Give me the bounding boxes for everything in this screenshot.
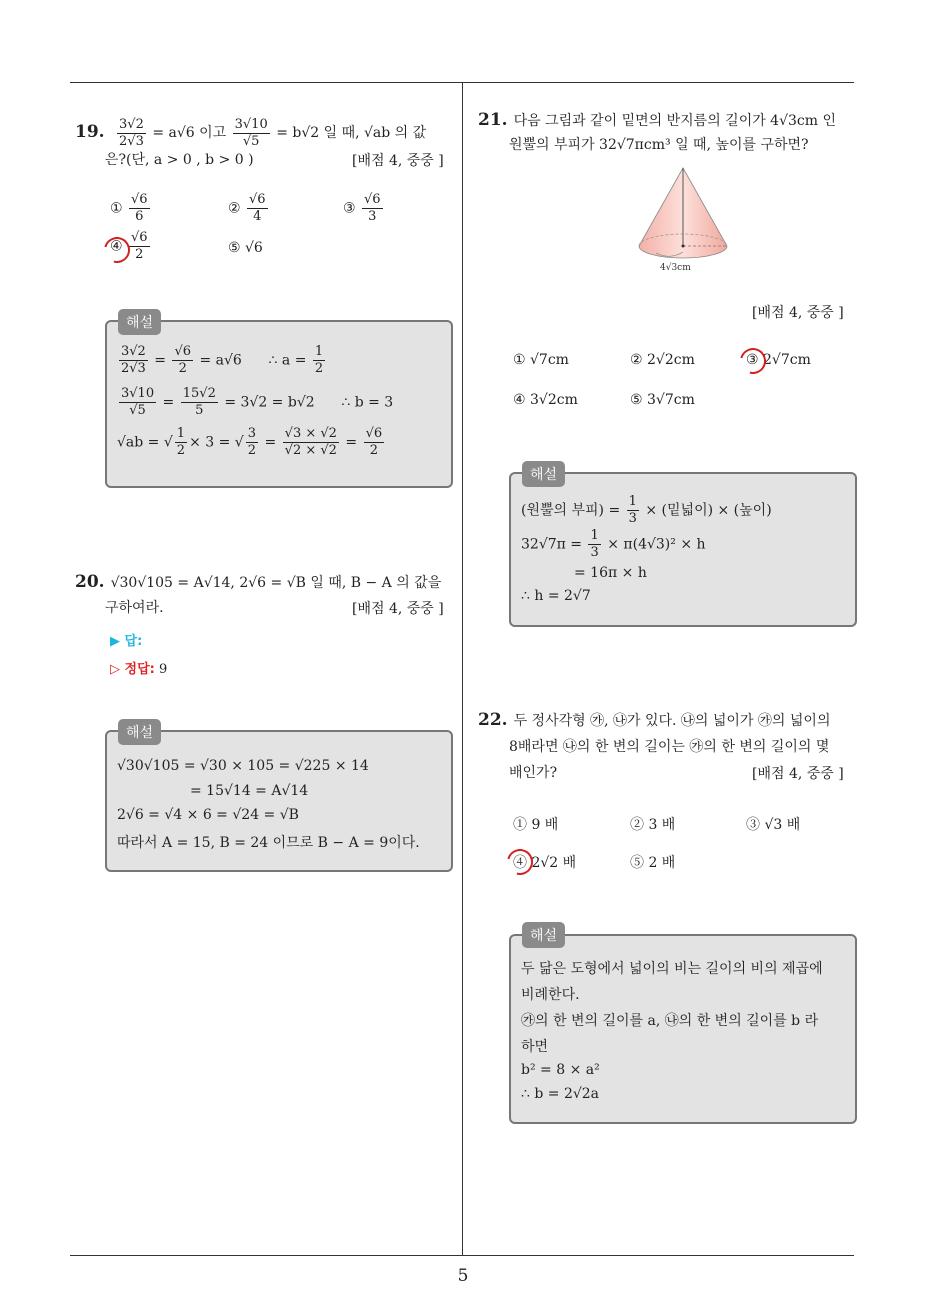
q22-number: 22. <box>478 710 508 730</box>
q22-line3: 배인가? <box>509 765 558 781</box>
q22-meta: [배점 4, 중중 ] <box>752 766 844 782</box>
q20-number: 20. <box>75 572 105 592</box>
q19-solution-tag: 해설 <box>118 309 161 335</box>
q19-sol-row1: $\frac{3√2}{2√3}$ = $\frac{√6}{2}$ = a√6 ∴ a = $\frac{1}{2}$ <box>121 344 324 376</box>
q19-sol-row2: $\frac{3√10}{√5}$ = $\frac{15√2}{5}$ = 3√2 = b√2 ∴ b = 3 <box>121 386 394 418</box>
q21-answer-circle <box>735 343 771 379</box>
page-number: 5 <box>457 1266 469 1286</box>
q21-meta: [배점 4, 중중 ] <box>752 305 844 321</box>
q21-choice-3[interactable]: ③ 2√7cm <box>746 352 811 368</box>
q22-choice-4[interactable]: ④ 2√2 배 <box>513 855 577 871</box>
q20-sol-line1: √30√105 = √30 × 105 = √225 × 14 <box>117 758 369 774</box>
q22-sol-line2: 비례한다. <box>521 987 580 1003</box>
q22-sol-line4: 하면 <box>521 1039 549 1055</box>
q19-number: 19. <box>75 122 105 142</box>
q19-line1 <box>75 112 426 152</box>
q19-choice-1[interactable]: ① $\frac{√6}{6}$ <box>110 192 148 224</box>
q21-sol-row4: ∴ h = 2√7 <box>521 588 591 604</box>
q19-line2: 은?(단, a > 0 , b > 0 ) <box>105 152 254 168</box>
q22-choice-5[interactable]: ⑤ 2 배 <box>630 855 676 871</box>
q20-solution-tag: 해설 <box>118 719 161 745</box>
bottom-rule <box>70 1255 854 1256</box>
cone-figure <box>630 160 740 280</box>
q22-choice-2[interactable]: ② 3 배 <box>630 817 676 833</box>
q22-sol-line1: 두 닮은 도형에서 넓이의 비는 길이의 비의 제곱에 <box>521 961 823 977</box>
q22-line1: 22. 두 정사각형 ㉮, ㉯가 있다. ㉯의 넓이가 ㉮의 넓이의 <box>478 710 831 730</box>
q21-choice-5[interactable]: ⑤ 3√7cm <box>630 392 695 408</box>
q19-choice-5[interactable]: ⑤ √6 <box>228 240 263 256</box>
q20-correct: ▷ 정답: 9 <box>110 662 168 677</box>
q22-sol-line3: ㉮의 한 변의 길이를 a, ㉯의 한 변의 길이를 b 라 <box>521 1013 819 1029</box>
q19-meta: [배점 4, 중중 ] <box>352 153 444 169</box>
q21-sol-row3: = 16π × h <box>574 565 647 581</box>
q22-solution-tag: 해설 <box>522 922 565 948</box>
q22-answer-circle <box>502 844 538 880</box>
q21-line1: 21. 다음 그림과 같이 밑면의 반지름의 길이가 4√3cm 인 <box>478 110 837 130</box>
q19-choice-2[interactable]: ② $\frac{√6}{4}$ <box>228 192 266 224</box>
q20-correct-value: 9 <box>158 662 168 677</box>
q21-choice-1[interactable]: ① √7cm <box>513 352 569 368</box>
q22-line2: 8배라면 ㉯의 한 변의 길이는 ㉮의 한 변의 길이의 몇 <box>509 739 830 755</box>
q20-sol-line3: 2√6 = √4 × 6 = √24 = √B <box>117 807 299 823</box>
q21-choice-2[interactable]: ② 2√2cm <box>630 352 695 368</box>
column-divider <box>462 82 463 1255</box>
q19-sol-row3: √ab = √ $\frac{1}{2}$ × 3 = √ $\frac{3}{2}$ = $\frac{√3 \times √2}{√2 \times √2}$ = $\frac{√6}{2}$ <box>117 426 383 458</box>
q20-sol-line4: 따라서 A = 15, B = 24 이므로 B − A = 9이다. <box>117 835 420 851</box>
q20-answer-label: ▶ 답: <box>110 634 143 649</box>
q22-choice-1[interactable]: ① 9 배 <box>513 817 559 833</box>
q22-sol-line6: ∴ b = 2√2a <box>521 1086 600 1102</box>
q19-eq-text1: = a√6 이고 <box>152 125 227 141</box>
q21-number: 21. <box>478 110 508 130</box>
q19-frac1: $\frac{3√2}{2√3}$ <box>119 116 144 149</box>
q21-sol-row2: 32√7π = $\frac{1}{3}$ × π(4√3)² × h <box>521 528 706 560</box>
q20-line1: 20. √30√105 = A√14, 2√6 = √B 일 때, B − A 의 값을 <box>75 572 442 592</box>
q22-choice-3[interactable]: ③ √3 배 <box>746 817 801 833</box>
q20-sol-line2: = 15√14 = A√14 <box>190 783 309 799</box>
q21-line2: 원뿔의 부피가 32√7πcm³ 일 때, 높이를 구하면? <box>509 137 809 153</box>
q19-choice-3[interactable]: ③ $\frac{√6}{3}$ <box>343 192 381 224</box>
q21-solution-tag: 해설 <box>522 461 565 487</box>
q19-eq-text2: = b√2 일 때, √ab 의 값 <box>276 125 427 141</box>
q21-choice-4[interactable]: ④ 3√2cm <box>513 392 578 408</box>
q20-line2: 구하여라. <box>105 600 164 616</box>
q21-sol-row1: (원뿔의 부피) = $\frac{1}{3}$ × (밑넓이) × (높이) <box>521 494 772 526</box>
q19-choice-4[interactable]: ④ $\frac{√6}{2}$ <box>110 230 148 262</box>
cone-radius-label: 4√3cm <box>660 263 691 273</box>
q22-sol-line5: b² = 8 × a² <box>521 1062 600 1078</box>
q20-meta: [배점 4, 중중 ] <box>352 601 444 617</box>
q19-frac2: $\frac{3√10}{√5}$ <box>234 116 268 149</box>
